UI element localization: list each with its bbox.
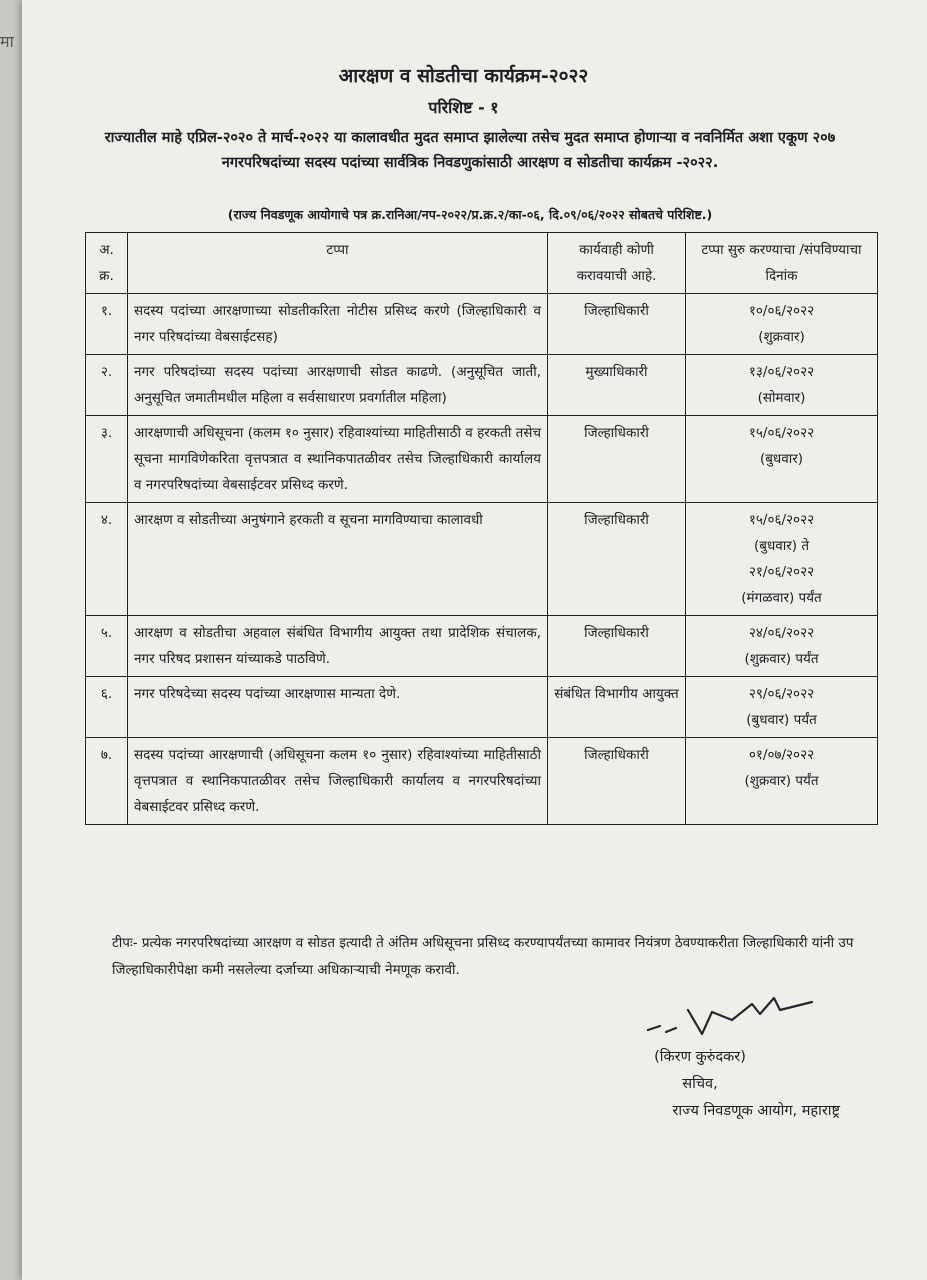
row-date bbox=[686, 294, 878, 355]
row-date-line: १३/०६/२०२२ bbox=[748, 364, 815, 380]
schedule-table bbox=[85, 232, 878, 825]
row-date-line: ०१/०७/२०२२ bbox=[748, 747, 815, 763]
schedule-table-body bbox=[86, 294, 878, 825]
table-row bbox=[86, 616, 878, 677]
row-serial-no: ३. bbox=[86, 416, 128, 503]
row-date-line: (सोमवार) bbox=[757, 390, 806, 406]
row-date-line: १०/०६/२०२२ bbox=[748, 303, 815, 319]
row-serial-no: २. bbox=[86, 355, 128, 416]
row-serial-no: ५. bbox=[86, 616, 128, 677]
header-stage: टप्पा bbox=[128, 233, 548, 294]
row-responsible: जिल्हाधिकारी bbox=[548, 738, 686, 825]
row-date-line: २४/०६/२०२२ bbox=[748, 625, 815, 641]
document-title: आरक्षण व सोडतीचा कार्यक्रम-२०२२ bbox=[338, 65, 589, 87]
row-date-line: (शुक्रवार) पर्यंत bbox=[744, 773, 819, 789]
table-row bbox=[86, 738, 878, 825]
row-date-line: २१/०६/२०२२ bbox=[748, 564, 815, 580]
row-date bbox=[686, 616, 878, 677]
row-date bbox=[686, 355, 878, 416]
row-date-line: (बुधवार) पर्यंत bbox=[746, 712, 817, 728]
table-row bbox=[86, 677, 878, 738]
signatory-designation: सचिव, bbox=[682, 1076, 718, 1092]
row-stage: नगर परिषदेच्या सदस्य पदांच्या आरक्षणास मान्यता देणे. bbox=[128, 677, 548, 738]
table-row bbox=[86, 355, 878, 416]
row-date-line: १५/०६/२०२२ bbox=[748, 512, 815, 528]
row-serial-no: ४. bbox=[86, 503, 128, 616]
document-subtitle: परिशिष्ट - १ bbox=[428, 98, 499, 117]
document-reference: (राज्य निवडणूक आयोगाचे पत्र क्र.रानिआ/नप-२०२२/प्र.क्र.२/का-०६, दि.०९/०६/२०२२ सोबतचे परिशिष्ट.) bbox=[227, 207, 713, 222]
table-row bbox=[86, 294, 878, 355]
row-date-line: (बुधवार) ते bbox=[753, 538, 810, 554]
row-date-line: २९/०६/२०२२ bbox=[748, 686, 815, 702]
row-responsible: जिल्हाधिकारी bbox=[548, 294, 686, 355]
signature-block bbox=[560, 1044, 840, 1125]
header-date: टप्पा सुरु करण्याचा /संपविण्याचा दिनांक bbox=[686, 233, 878, 294]
row-date-line: (शुक्रवार) bbox=[758, 329, 805, 345]
row-date-line: १५/०६/२०२२ bbox=[748, 425, 815, 441]
header-serial-no: अ. क्र. bbox=[86, 233, 128, 294]
row-responsible: जिल्हाधिकारी bbox=[548, 503, 686, 616]
row-serial-no: ७. bbox=[86, 738, 128, 825]
row-serial-no: १. bbox=[86, 294, 128, 355]
table-row bbox=[86, 503, 878, 616]
adjacent-page-edge: मा bbox=[0, 32, 14, 51]
signatory-office: राज्य निवडणूक आयोग, महाराष्ट्र bbox=[672, 1103, 840, 1119]
row-responsible: संबंधित विभागीय आयुक्त bbox=[548, 677, 686, 738]
row-date-line: (बुधवार) bbox=[759, 451, 804, 467]
row-responsible: जिल्हाधिकारी bbox=[548, 616, 686, 677]
row-date-line: (मंगळवार) पर्यंत bbox=[741, 590, 822, 606]
document-intro: राज्यातील माहे एप्रिल-२०२० ते मार्च-२०२२ या कालावधीत मुदत समाप्त झालेल्या तसेच मुदत समाप्त होणाऱ्या व नवनिर्मित अशा एकूण २०७ नगरपरिषदांच्या सदस्य पदांच्या सार्वत्रिक निवडणुकांसाठी आरक्षण व सोडतीचा कार्यक्रम -२०२२. bbox=[104, 130, 836, 171]
row-stage: नगर परिषदांच्या सदस्य पदांच्या आरक्षणाची सोडत काढणे. (अनुसूचित जाती, अनुसूचित जमातीमधील महिला व सर्वसाधारण प्रवर्गातील महिला) bbox=[128, 355, 548, 416]
row-date-line: (शुक्रवार) पर्यंत bbox=[744, 651, 819, 667]
row-date bbox=[686, 677, 878, 738]
note-text: टीपः- प्रत्येक नगरपरिषदांच्या आरक्षण व सोडत इत्यादी ते अंतिम अधिसूचना प्रसिध्द करण्यापर्यंतच्या कामावर नियंत्रण ठेवण्याकरीता जिल्हाधिकारी यांनी उप जिल्हाधिकारीपेक्षा कमी नसलेल्या दर्जाच्या अधिकाऱ्याची नेमणूक करावी. bbox=[112, 935, 854, 978]
row-stage: सदस्य पदांच्या आरक्षणाची (अधिसूचना कलम १० नुसार) रहिवाश्यांच्या माहितीसाठी वृत्तपत्रात व स्थानिकपातळीवर तसेच जिल्हाधिकारी कार्यालय व नगरपरिषदांच्या वेबसाईटवर प्रसिध्द करणे. bbox=[128, 738, 548, 825]
signatory-name: (किरण कुरुंदकर) bbox=[654, 1049, 746, 1065]
row-stage: आरक्षण व सोडतीचा अहवाल संबंधित विभागीय आयुक्त तथा प्रादेशिक संचालक, नगर परिषद प्रशासन यांच्याकडे पाठविणे. bbox=[128, 616, 548, 677]
row-date bbox=[686, 738, 878, 825]
row-serial-no: ६. bbox=[86, 677, 128, 738]
row-stage: आरक्षण व सोडतीच्या अनुषंगाने हरकती व सूचना मागविण्याचा कालावधी bbox=[128, 503, 548, 616]
row-responsible: जिल्हाधिकारी bbox=[548, 416, 686, 503]
handwritten-signature bbox=[640, 990, 820, 1040]
table-row bbox=[86, 416, 878, 503]
row-date bbox=[686, 503, 878, 616]
row-stage: सदस्य पदांच्या आरक्षणाच्या सोडतीकरिता नोटीस प्रसिध्द करणे (जिल्हाधिकारी व नगर परिषदांच्या वेबसाईटसह) bbox=[128, 294, 548, 355]
row-date bbox=[686, 416, 878, 503]
header-responsible: कार्यवाही कोणी करावयाची आहे. bbox=[548, 233, 686, 294]
table-header-row bbox=[86, 233, 878, 294]
row-responsible: मुख्याधिकारी bbox=[548, 355, 686, 416]
row-stage: आरक्षणाची अधिसूचना (कलम १० नुसार) रहिवाश्यांच्या माहितीसाठी व हरकती तसेच सूचना मागविणेकरिता वृत्तपत्रात व स्थानिकपातळीवर तसेच जिल्हाधिकारी कार्यालय व नगरपरिषदांच्या वेबसाईटवर प्रसिध्द करणे. bbox=[128, 416, 548, 503]
